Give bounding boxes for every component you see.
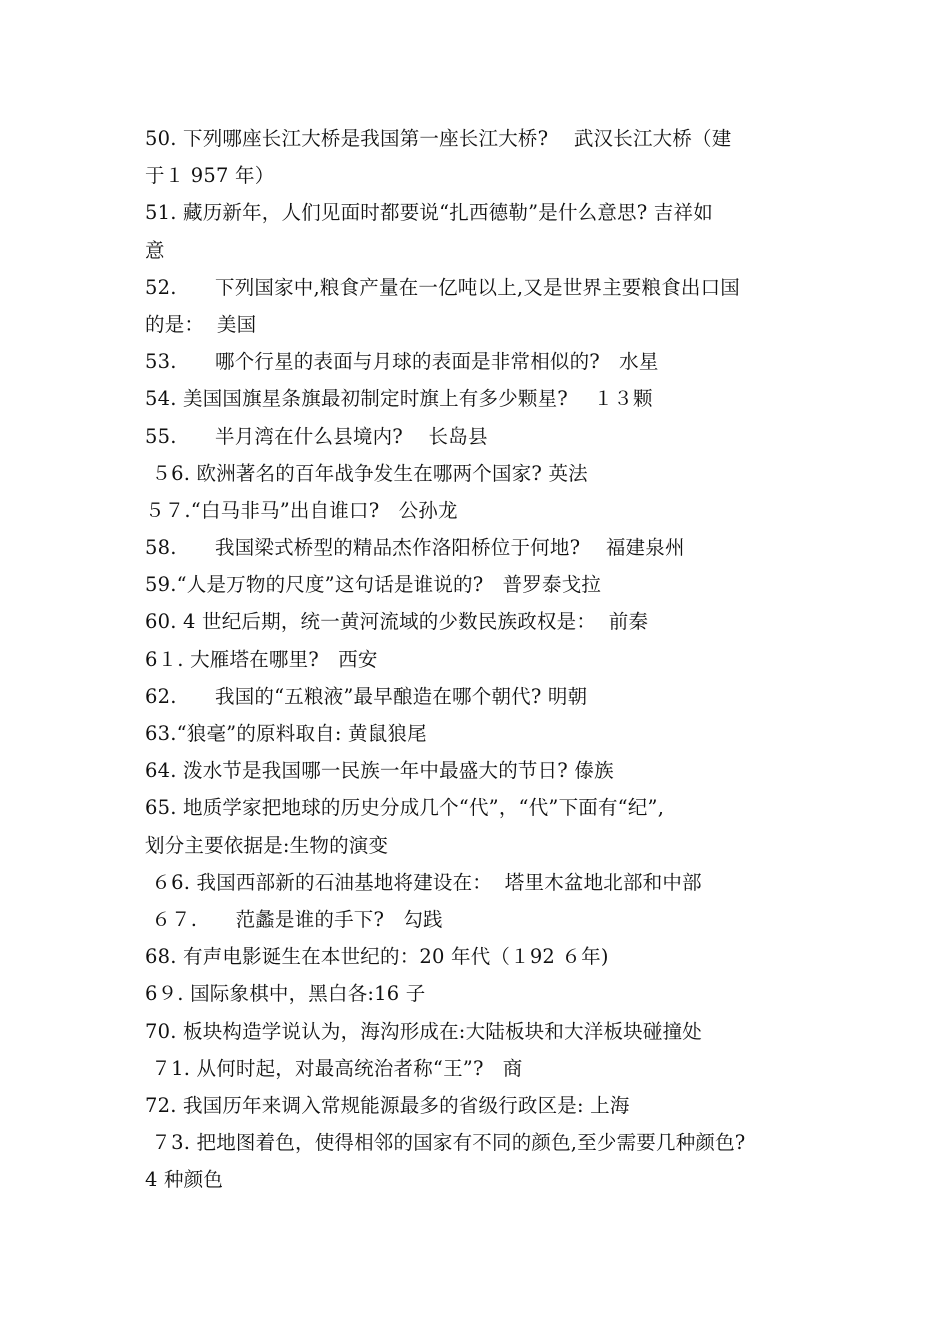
text-line: 59.“人是万物的尺度”这句话是谁说的? 普罗泰戈拉 — [145, 573, 602, 597]
text-line: 的是： 美国 — [145, 312, 257, 336]
text-line: 64. 泼水节是我国哪一民族一年中最盛大的节日? 傣族 — [145, 759, 614, 783]
text-line: 68. 有声电影诞生在本世纪的：20 年代（１92 ６年) — [145, 945, 609, 969]
text-line: 58. 我国梁式桥型的精品杰作洛阳桥位于何地? 福建泉州 — [145, 536, 685, 560]
text-line: 62. 我国的“五粮液”最早酿造在哪个朝代? 明朝 — [145, 684, 588, 708]
text-line: ５6. 欧洲著名的百年战争发生在哪两个国家? 英法 — [145, 461, 588, 485]
text-line: 65. 地质学家把地球的历史分成几个“代”，“代”下面有“纪”, — [145, 796, 665, 820]
text-line: ６6. 我国西部新的石油基地将建设在： 塔里木盆地北部和中部 — [145, 870, 702, 894]
text-line: 63.“狼毫”的原料取自: 黄鼠狼尾 — [145, 722, 427, 745]
quiz-text-block — [145, 120, 825, 1198]
text-line: ５７.“白马非马”出自谁口? 公孙龙 — [145, 498, 458, 522]
text-line: 意 — [145, 238, 165, 262]
text-line: ７1. 从何时起，对最高统治者称“王”? 商 — [145, 1056, 523, 1080]
text-line: ６７. 范蠡是谁的手下? 勾践 — [145, 907, 443, 931]
text-line: 6１. 大雁塔在哪里? 西安 — [145, 647, 378, 671]
text-line: 70. 板块构造学说认为，海沟形成在:大陆板块和大洋板块碰撞处 — [145, 1019, 702, 1043]
text-line: 6９. 国际象棋中，黑白各:16 子 — [145, 982, 426, 1006]
text-line: 51. 藏历新年，人们见面时都要说“扎西德勒”是什么意思? 吉祥如 — [145, 201, 713, 225]
text-line: 52. 下列国家中,粮食产量在一亿吨以上,又是世界主要粮食出口国 — [145, 275, 740, 299]
text-line: 于１ 957 年） — [145, 164, 275, 188]
text-line: 划分主要依据是:生物的演变 — [145, 833, 389, 857]
text-line: 50. 下列哪座长江大桥是我国第一座长江大桥? 武汉长江大桥（建 — [145, 127, 732, 150]
text-line: 53. 哪个行星的表面与月球的表面是非常相似的? 水星 — [145, 350, 659, 374]
text-line: 60. 4 世纪后期，统一黄河流域的少数民族政权是： 前秦 — [145, 610, 649, 634]
text-line: 54. 美国国旗星条旗最初制定时旗上有多少颗星? １３颗 — [145, 387, 653, 411]
text-line: 4 种颜色 — [145, 1168, 224, 1192]
text-line: 72. 我国历年来调入常规能源最多的省级行政区是: 上海 — [145, 1093, 630, 1117]
text-line: ７3. 把地图着色，使得相邻的国家有不同的颜色,至少需要几种颜色? — [145, 1131, 746, 1155]
text-line: 55. 半月湾在什么县境内? 长岛县 — [145, 424, 488, 448]
